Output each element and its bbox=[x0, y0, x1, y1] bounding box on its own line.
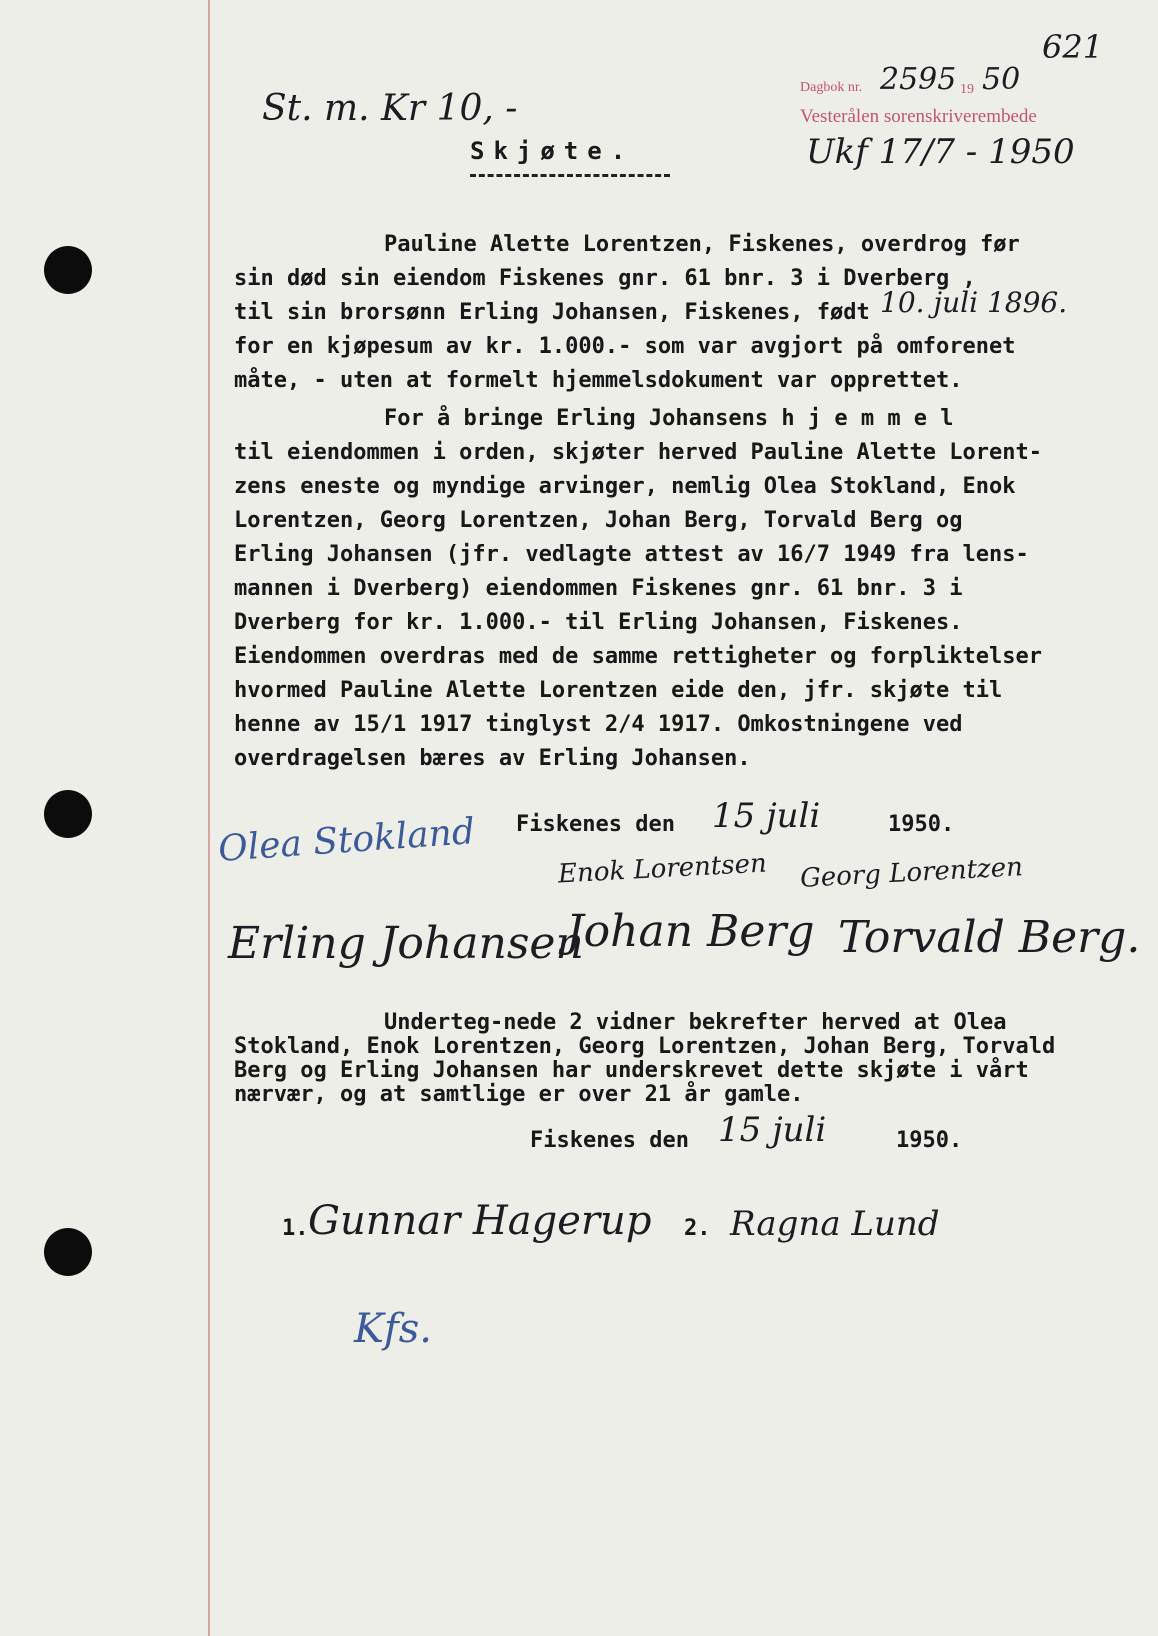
text-line: hvormed Pauline Alette Lorentzen eide den, jfr. skjøte til bbox=[234, 678, 1003, 703]
punch-hole bbox=[44, 246, 92, 294]
text-line: nærvær, og at samtlige er over 21 år gamle. bbox=[234, 1082, 804, 1107]
text-line: Erling Johansen (jfr. vedlagte attest av 16/7 1949 fra lens- bbox=[234, 542, 1029, 567]
document-title: Skjøte. bbox=[470, 137, 635, 165]
text-line: Dverberg for kr. 1.000.- til Erling Johansen, Fiskenes. bbox=[234, 610, 963, 635]
birth-date-handwritten: 10. juli 1896. bbox=[880, 286, 1068, 319]
text-line: Eiendommen overdras med de samme rettigheter og forpliktelser bbox=[234, 644, 1042, 669]
signature-olea: Olea Stokland bbox=[216, 811, 477, 870]
text-line: Pauline Alette Lorentzen, Fiskenes, overdrog før bbox=[384, 232, 1020, 257]
text-line: måte, - uten at formelt hjemmelsdokument var opprettet. bbox=[234, 368, 963, 393]
stamp-registered: Ukf 17/7 - 1950 bbox=[806, 132, 1075, 172]
margin-rule bbox=[208, 0, 210, 1636]
fee-note: St. m. Kr 10, - bbox=[262, 88, 518, 129]
date-handwritten: 15 juli bbox=[712, 796, 821, 836]
stamp-dagbok-label: Dagbok nr. bbox=[800, 80, 863, 95]
signature-johan: Johan Berg bbox=[566, 906, 815, 957]
witness-signature-2: Ragna Lund bbox=[730, 1204, 940, 1244]
text-line: Underteg-nede 2 vidner bekrefter herved at Olea bbox=[384, 1010, 1007, 1035]
text-line: For å bringe Erling Johansens h j e m m e l bbox=[384, 406, 954, 431]
punch-hole bbox=[44, 1228, 92, 1276]
text-line: til eiendommen i orden, skjøter herved Pauline Alette Lorent- bbox=[234, 440, 1042, 465]
initials: Kfs. bbox=[354, 1306, 432, 1352]
punch-hole bbox=[44, 790, 92, 838]
witness-number: 1. bbox=[282, 1216, 309, 1241]
signature-erling: Erling Johansen bbox=[228, 918, 584, 969]
place-date-year: 1950. bbox=[896, 1128, 963, 1153]
witness-number: 2. bbox=[684, 1216, 711, 1241]
stamp-dagbok-number: 2595 bbox=[880, 62, 957, 97]
text-line: henne av 15/1 1917 tinglyst 2/4 1917. Omkostningene ved bbox=[234, 712, 963, 737]
place-date-text: Fiskenes den bbox=[516, 812, 675, 837]
witness-signature-1: Gunnar Hagerup bbox=[308, 1198, 652, 1244]
signature-georg: Georg Lorentzen bbox=[799, 852, 1024, 894]
text-line: sin død sin eiendom Fiskenes gnr. 61 bnr. 3 i Dverberg , bbox=[234, 266, 976, 291]
stamp-year-prefix: 19 bbox=[960, 82, 974, 97]
text-line: zens eneste og myndige arvinger, nemlig Olea Stokland, Enok bbox=[234, 474, 1016, 499]
text-line: Lorentzen, Georg Lorentzen, Johan Berg, Torvald Berg og bbox=[234, 508, 963, 533]
place-date-year: 1950. bbox=[888, 812, 955, 837]
text-line: overdragelsen bæres av Erling Johansen. bbox=[234, 746, 751, 771]
signature-torvald: Torvald Berg. bbox=[838, 912, 1141, 963]
stamp-office: Vesterålen sorenskriverembede bbox=[800, 106, 1037, 127]
text-line: Berg og Erling Johansen har underskrevet dette skjøte i vårt bbox=[234, 1058, 1029, 1083]
date-handwritten: 15 juli bbox=[718, 1110, 827, 1150]
text-line: Stokland, Enok Lorentzen, Georg Lorentzen, Johan Berg, Torvald bbox=[234, 1034, 1056, 1059]
text-line: for en kjøpesum av kr. 1.000.- som var avgjort på omforenet bbox=[234, 334, 1016, 359]
place-date-text: Fiskenes den bbox=[530, 1128, 689, 1153]
signature-enok: Enok Lorentsen bbox=[557, 848, 768, 890]
text-line: mannen i Dverberg) eiendommen Fiskenes gnr. 61 bnr. 3 i bbox=[234, 576, 963, 601]
stamp-year-suffix: 50 bbox=[982, 62, 1021, 97]
title-underline bbox=[470, 174, 670, 177]
page-number: 621 bbox=[1042, 28, 1104, 66]
text-line: til sin brorsønn Erling Johansen, Fiskenes, født bbox=[234, 300, 870, 325]
